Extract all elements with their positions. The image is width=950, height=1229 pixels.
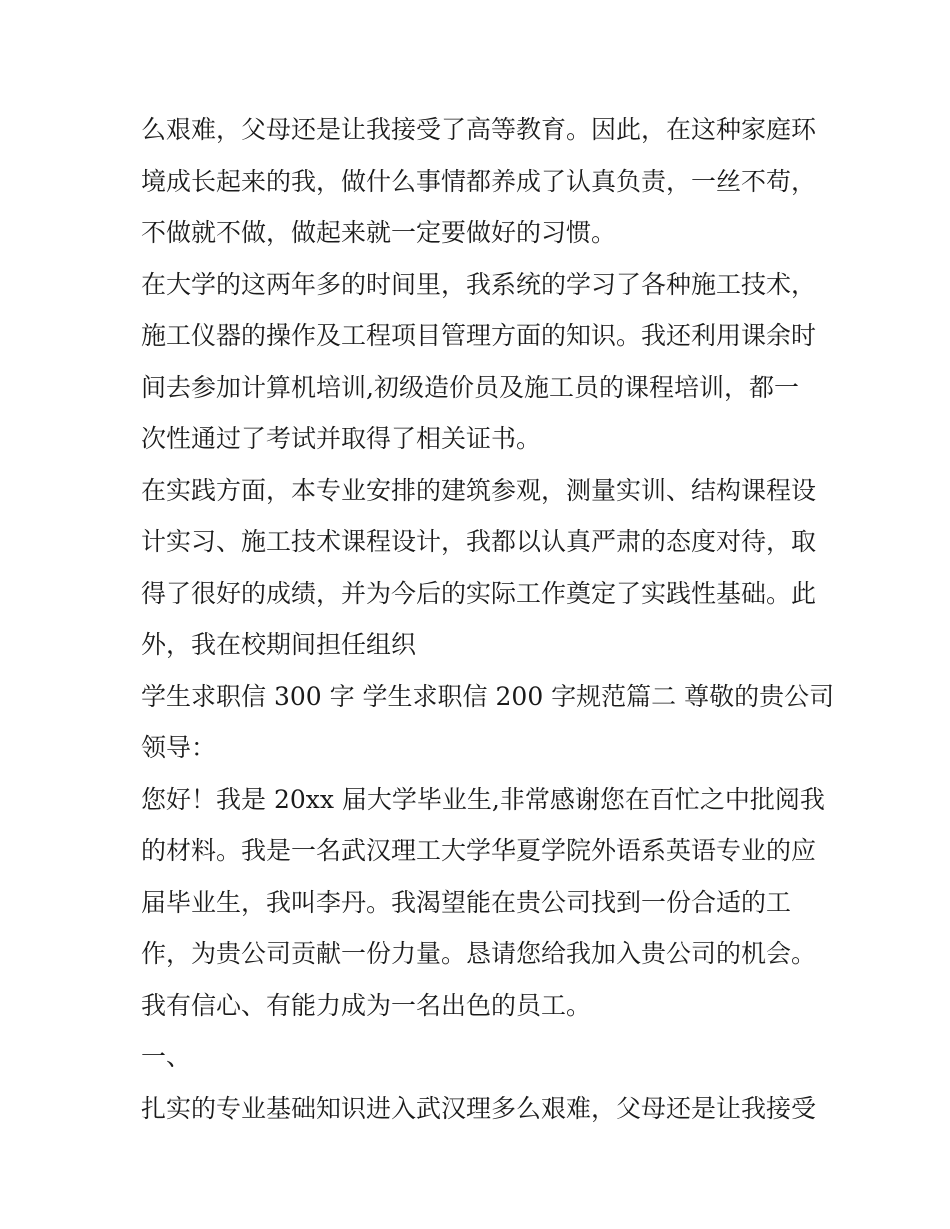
- text-line: 届毕业生，我叫李丹。我渴望能在贵公司找到一份合适的工: [141, 887, 792, 917]
- text-line: 领导：: [141, 733, 217, 762]
- text-line: 不做就不做，做起来就一定要做好的习惯。: [141, 218, 617, 247]
- text-line: 一、: [141, 1042, 192, 1071]
- document-body: [141, 108, 835, 1138]
- text-line: 次性通过了考试并取得了相关证书。: [141, 424, 542, 453]
- text-line: 间去参加计算机培训,初级造价员及施工员的课程培训，都一: [141, 372, 799, 402]
- text-line: 您好！我是 20xx 届大学毕业生,非常感谢您在百忙之中批阅我: [141, 784, 825, 814]
- text-line: 得了很好的成绩，并为今后的实际工作奠定了实践性基础。此: [141, 578, 817, 608]
- text-line: 在实践方面，本专业安排的建筑参观，测量实训、结构课程设: [141, 475, 817, 505]
- text-line: 在大学的这两年多的时间里，我系统的学习了各种施工技术，: [141, 269, 817, 299]
- text-line: 扎实的专业基础知识进入武汉理多么艰难，父母还是让我接受: [141, 1093, 817, 1123]
- text-line: 的材料。我是一名武汉理工大学华夏学院外语系英语专业的应: [141, 836, 817, 865]
- text-line: 么艰难，父母还是让我接受了高等教育。因此，在这种家庭环: [141, 115, 817, 144]
- text-line: 境成长起来的我，做什么事情都养成了认真负责，一丝不苟，: [141, 166, 817, 196]
- text-line: 施工仪器的操作及工程项目管理方面的知识。我还利用课余时: [141, 321, 817, 350]
- text-line: 计实习、施工技术课程设计，我都以认真严肃的态度对待，取: [141, 527, 817, 556]
- text-line: 作，为贵公司贡献一份力量。恳请您给我加入贵公司的机会。: [141, 939, 817, 968]
- text-line: 学生求职信 300 字 学生求职信 200 字规范篇二 尊敬的贵公司: [141, 681, 835, 711]
- text-line: 外，我在校期间担任组织: [141, 630, 417, 659]
- text-line: 我有信心、有能力成为一名出色的员工。: [141, 990, 592, 1020]
